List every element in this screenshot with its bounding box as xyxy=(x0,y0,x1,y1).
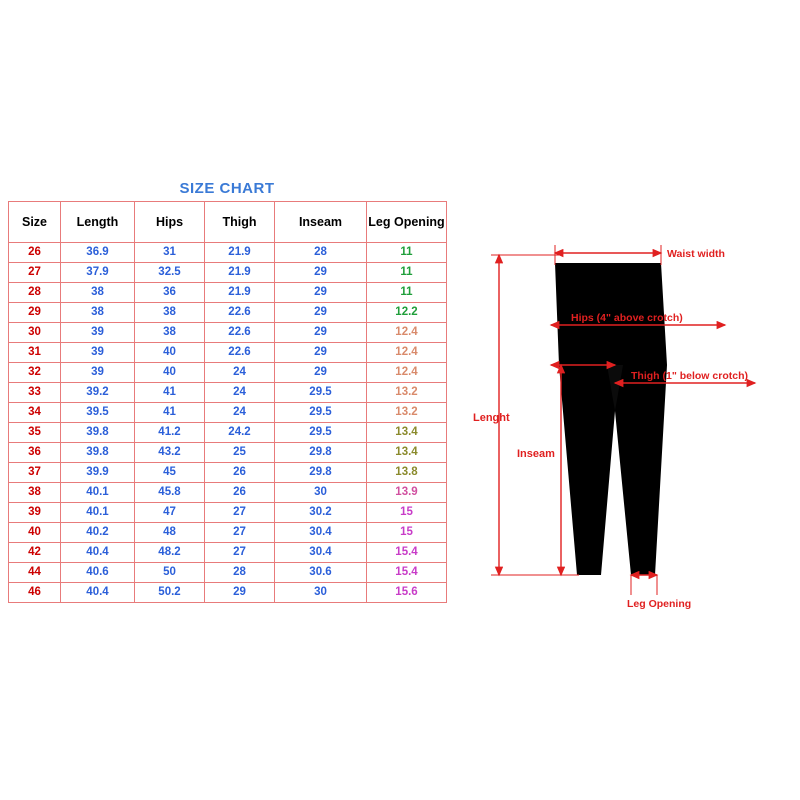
column-header-leg-opening: Leg Opening xyxy=(367,202,447,243)
cell-size: 37 xyxy=(9,463,61,483)
table-row xyxy=(9,443,447,463)
cell-inseam: 29 xyxy=(275,263,367,283)
table-row xyxy=(9,323,447,343)
cell-thigh: 26 xyxy=(205,483,275,503)
cell-hips: 41.2 xyxy=(135,423,205,443)
cell-size: 34 xyxy=(9,403,61,423)
column-header-hips: Hips xyxy=(135,202,205,243)
cell-hips: 48 xyxy=(135,523,205,543)
cell-length: 40.2 xyxy=(61,523,135,543)
cell-size: 35 xyxy=(9,423,61,443)
cell-leg-opening: 13.2 xyxy=(367,403,447,423)
table-row xyxy=(9,403,447,423)
cell-inseam: 29 xyxy=(275,363,367,383)
cell-thigh: 21.9 xyxy=(205,263,275,283)
chart-title: SIZE CHART xyxy=(179,180,275,197)
cell-thigh: 24.2 xyxy=(205,423,275,443)
cell-inseam: 30 xyxy=(275,483,367,503)
cell-leg-opening: 13.4 xyxy=(367,423,447,443)
cell-leg-opening: 15.4 xyxy=(367,543,447,563)
table-row xyxy=(9,423,447,443)
cell-thigh: 27 xyxy=(205,543,275,563)
cell-length: 36.9 xyxy=(61,243,135,263)
cell-thigh: 22.6 xyxy=(205,303,275,323)
cell-inseam: 29.8 xyxy=(275,463,367,483)
cell-size: 32 xyxy=(9,363,61,383)
cell-length: 38 xyxy=(61,283,135,303)
cell-inseam: 29 xyxy=(275,283,367,303)
cell-hips: 45.8 xyxy=(135,483,205,503)
table-row xyxy=(9,383,447,403)
cell-thigh: 21.9 xyxy=(205,283,275,303)
cell-leg-opening: 12.4 xyxy=(367,363,447,383)
cell-thigh: 26 xyxy=(205,463,275,483)
cell-leg-opening: 12.4 xyxy=(367,343,447,363)
cell-hips: 47 xyxy=(135,503,205,523)
inseam-dimension xyxy=(517,365,561,575)
cell-length: 39 xyxy=(61,323,135,343)
cell-size: 38 xyxy=(9,483,61,503)
column-header-inseam: Inseam xyxy=(275,202,367,243)
waist-width-label: Waist width xyxy=(667,248,725,260)
cell-hips: 50 xyxy=(135,563,205,583)
cell-thigh: 27 xyxy=(205,503,275,523)
cell-leg-opening: 12.4 xyxy=(367,323,447,343)
cell-length: 39.8 xyxy=(61,443,135,463)
cell-length: 40.4 xyxy=(61,583,135,603)
cell-length: 39.5 xyxy=(61,403,135,423)
table-row xyxy=(9,523,447,543)
cell-leg-opening: 15 xyxy=(367,503,447,523)
cell-leg-opening: 13.2 xyxy=(367,383,447,403)
cell-leg-opening: 13.8 xyxy=(367,463,447,483)
cell-size: 36 xyxy=(9,443,61,463)
cell-leg-opening: 11 xyxy=(367,283,447,303)
cell-hips: 36 xyxy=(135,283,205,303)
table-row xyxy=(9,363,447,383)
cell-hips: 45 xyxy=(135,463,205,483)
size-chart-panel xyxy=(8,178,446,603)
cell-hips: 50.2 xyxy=(135,583,205,603)
cell-hips: 41 xyxy=(135,403,205,423)
cell-thigh: 24 xyxy=(205,363,275,383)
cell-size: 29 xyxy=(9,303,61,323)
cell-size: 27 xyxy=(9,263,61,283)
leg-opening-label: Leg Opening xyxy=(627,598,692,610)
cell-length: 40.1 xyxy=(61,503,135,523)
cell-leg-opening: 15 xyxy=(367,523,447,543)
waist-width-dimension xyxy=(555,245,725,265)
leg-opening-dimension xyxy=(627,575,691,610)
cell-length: 39.9 xyxy=(61,463,135,483)
table-row xyxy=(9,303,447,323)
thigh-label: Thigh (1" below crotch) xyxy=(631,370,748,382)
cell-size: 40 xyxy=(9,523,61,543)
cell-size: 42 xyxy=(9,543,61,563)
cell-thigh: 24 xyxy=(205,383,275,403)
table-row xyxy=(9,563,447,583)
hips-dimension xyxy=(551,312,725,325)
cell-inseam: 29.5 xyxy=(275,403,367,423)
cell-size: 28 xyxy=(9,283,61,303)
cell-hips: 48.2 xyxy=(135,543,205,563)
cell-length: 39 xyxy=(61,363,135,383)
cell-hips: 38 xyxy=(135,323,205,343)
hips-label: Hips (4" above crotch) xyxy=(571,312,683,324)
cell-size: 46 xyxy=(9,583,61,603)
cell-thigh: 25 xyxy=(205,443,275,463)
table-row xyxy=(9,263,447,283)
cell-size: 39 xyxy=(9,503,61,523)
cell-inseam: 30 xyxy=(275,583,367,603)
cell-inseam: 28 xyxy=(275,243,367,263)
leggings-silhouette xyxy=(555,263,667,575)
cell-size: 26 xyxy=(9,243,61,263)
cell-inseam: 30.6 xyxy=(275,563,367,583)
cell-inseam: 29 xyxy=(275,323,367,343)
cell-inseam: 30.4 xyxy=(275,543,367,563)
cell-size: 30 xyxy=(9,323,61,343)
column-header-thigh: Thigh xyxy=(205,202,275,243)
cell-hips: 40 xyxy=(135,363,205,383)
table-row xyxy=(9,503,447,523)
cell-leg-opening: 13.9 xyxy=(367,483,447,503)
cell-length: 39.2 xyxy=(61,383,135,403)
table-row xyxy=(9,343,447,363)
cell-inseam: 29.8 xyxy=(275,443,367,463)
cell-hips: 32.5 xyxy=(135,263,205,283)
table-row xyxy=(9,483,447,503)
cell-hips: 40 xyxy=(135,343,205,363)
cell-size: 44 xyxy=(9,563,61,583)
table-row xyxy=(9,463,447,483)
cell-length: 40.6 xyxy=(61,563,135,583)
table-header-row xyxy=(9,202,447,243)
cell-inseam: 29 xyxy=(275,303,367,323)
cell-inseam: 29.5 xyxy=(275,423,367,443)
size-chart-body xyxy=(9,243,447,603)
column-header-size: Size xyxy=(9,202,61,243)
table-row xyxy=(9,543,447,563)
cell-thigh: 22.6 xyxy=(205,323,275,343)
cell-hips: 43.2 xyxy=(135,443,205,463)
cell-inseam: 30.2 xyxy=(275,503,367,523)
column-header-length: Length xyxy=(61,202,135,243)
cell-length: 37.9 xyxy=(61,263,135,283)
cell-size: 31 xyxy=(9,343,61,363)
cell-length: 39.8 xyxy=(61,423,135,443)
cell-hips: 31 xyxy=(135,243,205,263)
cell-thigh: 21.9 xyxy=(205,243,275,263)
table-row xyxy=(9,583,447,603)
cell-leg-opening: 15.4 xyxy=(367,563,447,583)
table-row xyxy=(9,243,447,263)
cell-inseam: 29.5 xyxy=(275,383,367,403)
cell-leg-opening: 15.6 xyxy=(367,583,447,603)
cell-length: 40.1 xyxy=(61,483,135,503)
size-chart-table xyxy=(8,201,447,603)
cell-size: 33 xyxy=(9,383,61,403)
cell-thigh: 27 xyxy=(205,523,275,543)
cell-thigh: 29 xyxy=(205,583,275,603)
length-label: Lenght xyxy=(473,412,510,424)
cell-inseam: 29 xyxy=(275,343,367,363)
cell-hips: 38 xyxy=(135,303,205,323)
cell-thigh: 28 xyxy=(205,563,275,583)
table-row xyxy=(9,283,447,303)
inseam-label: Inseam xyxy=(517,448,555,460)
cell-leg-opening: 12.2 xyxy=(367,303,447,323)
leggings-measurement-diagram xyxy=(455,215,795,625)
cell-thigh: 22.6 xyxy=(205,343,275,363)
cell-length: 40.4 xyxy=(61,543,135,563)
cell-length: 38 xyxy=(61,303,135,323)
cell-hips: 41 xyxy=(135,383,205,403)
cell-inseam: 30.4 xyxy=(275,523,367,543)
cell-length: 39 xyxy=(61,343,135,363)
cell-leg-opening: 11 xyxy=(367,263,447,283)
cell-leg-opening: 11 xyxy=(367,243,447,263)
cell-leg-opening: 13.4 xyxy=(367,443,447,463)
cell-thigh: 24 xyxy=(205,403,275,423)
